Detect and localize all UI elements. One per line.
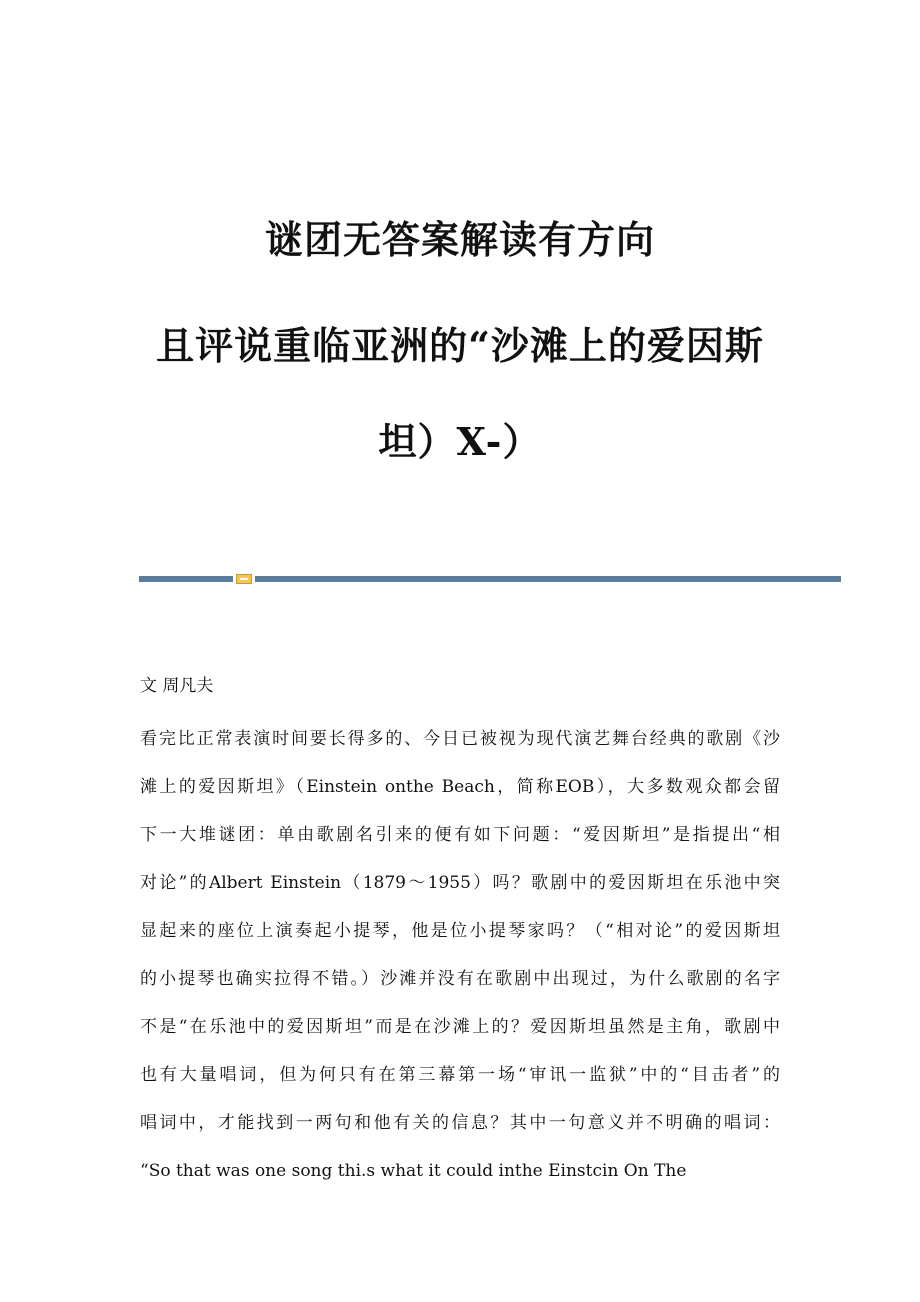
body-text-line: 对论”的Albert Einstein（1879～1955）吗？歌剧中的爱因斯坦在乐池中突: [140, 873, 780, 893]
divider-bar-left: [139, 576, 233, 582]
document-title-line-3: 坦）X-）: [378, 419, 542, 464]
title-divider: [139, 574, 841, 584]
body-text-line: 的小提琴也确实拉得不错。）沙滩并没有在歌剧中出现过，为什么歌剧的名字: [140, 969, 780, 989]
body-text-line: 唱词中，才能找到一两句和他有关的信息？其中一句意义并不明确的唱词：: [140, 1113, 780, 1133]
author-byline: 文 周凡夫: [140, 676, 214, 696]
divider-bar-right: [255, 576, 841, 582]
body-text-line: “So that was one song thi.s what it could inthe Einstcin On The: [140, 1161, 687, 1181]
document-title-line-2: 且评说重临亚洲的“沙滩上的爱因斯: [156, 323, 764, 368]
body-text-line: 显起来的座位上演奏起小提琴，他是位小提琴家吗？（“相对论”的爱因斯坦: [140, 921, 780, 941]
body-text-line: 滩上的爱因斯坦》（Einstein onthe Beach，简称EOB），大多数观众都会留: [140, 777, 780, 797]
body-text-line: 也有大量唱词，但为何只有在第三幕第一场“审讯一监狱”中的“目击者”的: [140, 1065, 780, 1085]
body-text-line: 看完比正常表演时间要长得多的、今日已被视为现代演艺舞台经典的歌剧《沙: [140, 729, 780, 749]
body-text-line: 下一大堆谜团：单由歌剧名引来的便有如下问题：“爱因斯坦”是指提出“相: [140, 825, 780, 845]
divider-ornament-icon: [236, 574, 252, 584]
body-text-line: 不是“在乐池中的爱因斯坦”而是在沙滩上的？爱因斯坦虽然是主角，歌剧中: [140, 1017, 780, 1037]
document-title-line-1: 谜团无答案解读有方向: [264, 217, 655, 262]
